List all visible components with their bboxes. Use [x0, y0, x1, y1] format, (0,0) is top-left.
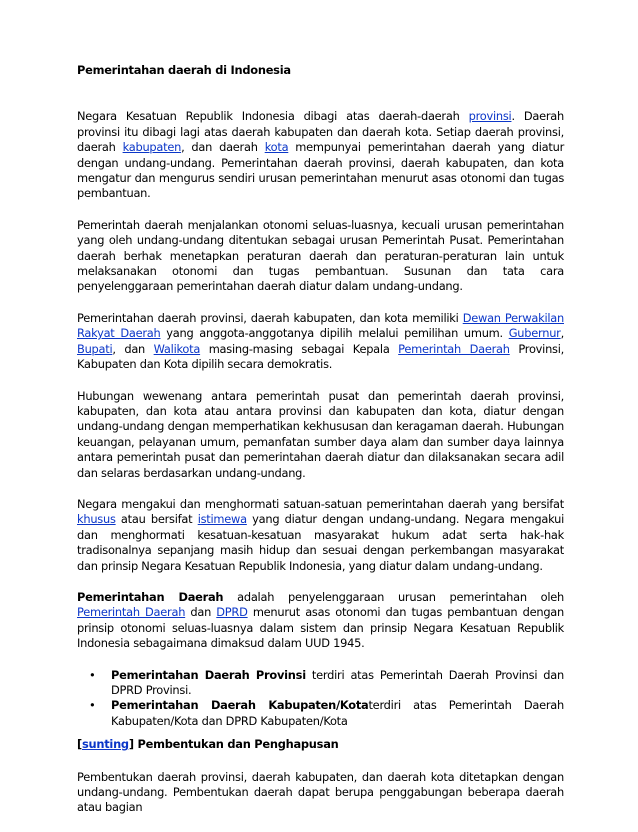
list-item-text: terdiri atas Pemerintah Daerah Provinsi dan DPRD Provinsi.: [111, 667, 564, 697]
bracket-open: [: [77, 737, 82, 752]
text: yang anggota-anggotanya dipilih melalui pemilihan umum.: [160, 326, 509, 341]
bullet-icon: •: [89, 698, 96, 713]
text: dan: [185, 605, 217, 620]
bold-term: Pemerintahan Daerah: [77, 589, 224, 604]
link-walikota[interactable]: Walikota: [153, 341, 201, 356]
paragraph-4: Hubungan wewenang antara pemerintah pusat dan pemerintah daerah provinsi, kabupaten, dan kota atau antara provinsi dan kabupaten dan kota, diatur dengan undang-undang dengan memperhatikan kekhususan dan keragaman daerah. Hubungan keuangan, pelayanan umum, pemanfatan sumber daya alam dan sumber daya lainnya antara pemerintah pusat dan pemerintahan daerah diatur dan dilaksanakan secara adil dan selaras berdasarkan undang-undang.: [77, 388, 564, 480]
paragraph-2: Pemerintah daerah menjalankan otonomi seluas-luasnya, kecuali urusan pemerintahan yang oleh undang-undang ditentukan sebagai urusan Pemerintah Pusat. Pemerintahan daerah berhak menetapkan peraturan daerah dan peraturan-peraturan lain untuk melaksanakan otonomi dan tugas pembantuan. Susunan dan tata cara penyelenggaraan pemerintahan daerah diatur dalam undang-undang.: [77, 217, 564, 294]
text: menurut asas otonomi dan tugas pembantuan dengan prinsip otonomi seluas-luasnya dalam sistem dan prinsip Negara Kesatuan Republik Indonesia sebagaimana dimaksud dalam UUD 1945.: [77, 605, 564, 651]
paragraph-1: [77, 109, 564, 201]
section-title: Pembentukan dan Penghapusan: [133, 737, 339, 752]
list-item-bold: Pemerintahan Daerah Kabupaten/Kota: [111, 698, 369, 713]
link-kabupaten[interactable]: kabupaten: [122, 140, 182, 155]
paragraph-5: [77, 497, 564, 574]
text: masing-masing sebagai Kepala: [200, 341, 399, 356]
text: , dan daerah: [181, 140, 265, 155]
text: . Daerah provinsi itu dibagi lagi atas daerah kabupaten dan daerah kota. Setiap daerah provinsi, daerah: [77, 109, 564, 155]
link-gubernur[interactable]: Gubernur: [508, 326, 561, 341]
text: Negara mengakui dan menghormati satuan-satuan pemerintahan daerah yang bersifat: [77, 496, 564, 511]
link-istimewa[interactable]: istimewa: [197, 512, 247, 527]
text: Provinsi, Kabupaten dan Kota dipilih secara demokratis.: [77, 341, 565, 372]
text: ,: [560, 326, 564, 341]
link-dprd-full[interactable]: Dewan Perwakilan Rakyat Daerah: [77, 310, 564, 341]
bullet-list: [77, 668, 564, 730]
edit-section-link[interactable]: sunting: [81, 737, 129, 752]
text: mempunyai pemerintahan daerah yang diatur dengan undang-undang. Pemerintahan daerah provinsi, daerah kabupaten, dan kota mengatur dan mengurus sendiri urusan pemerintahan menurut asas otonomi dan tugas pembantuan.: [77, 140, 564, 201]
paragraph-6: [77, 590, 564, 652]
paragraph-3: [77, 311, 564, 373]
link-pemerintah-daerah[interactable]: Pemerintah Daerah: [398, 341, 510, 356]
text: yang diatur dengan undang-undang. Negara mengakui dan menghormati kesatuan-kesatuan masyarakat hukum adat serta hak-hak tradisonalnya sepanjang masih hidup dan sesuai dengan perkembangan masyarakat dan prinsip Negara Kesatuan Republik Indonesia, yang diatur dalam undang-undang.: [77, 512, 564, 573]
text: Pemerintahan daerah provinsi, daerah kabupaten, dan kota memiliki: [77, 310, 463, 325]
list-item: [89, 698, 565, 729]
list-item-text: terdiri atas Pemerintah Daerah Kabupaten/Kota dan DPRD Kabupaten/Kota: [111, 698, 565, 728]
list-item-bold: Pemerintahan Daerah Provinsi: [111, 667, 306, 682]
bullet-icon: •: [89, 667, 96, 682]
link-khusus[interactable]: khusus: [77, 512, 116, 527]
text: , dan: [112, 341, 154, 356]
link-pemerintah-daerah-2[interactable]: Pemerintah Daerah: [77, 605, 186, 620]
text: adalah penyelenggaraan urusan pemerintahan oleh: [223, 589, 564, 604]
paragraph-7: Pembentukan daerah provinsi, daerah kabupaten, dan daerah kota ditetapkan dengan undang-undang. Pembentukan daerah dapat berupa penggabungan beberapa daerah atau bagian: [77, 769, 564, 815]
link-bupati[interactable]: Bupati: [77, 341, 113, 356]
link-provinsi[interactable]: provinsi: [468, 109, 512, 124]
link-dprd[interactable]: DPRD: [216, 605, 248, 620]
page-title: Pemerintahan daerah di Indonesia: [77, 63, 291, 77]
section-heading: [77, 737, 564, 752]
text: atau bersifat: [115, 512, 198, 527]
document-body: [77, 63, 564, 832]
list-item: [89, 667, 564, 699]
link-kota[interactable]: kota: [264, 140, 289, 155]
text: Negara Kesatuan Republik Indonesia dibagi atas daerah-daerah: [77, 109, 469, 124]
bracket-close: ]: [128, 737, 134, 752]
